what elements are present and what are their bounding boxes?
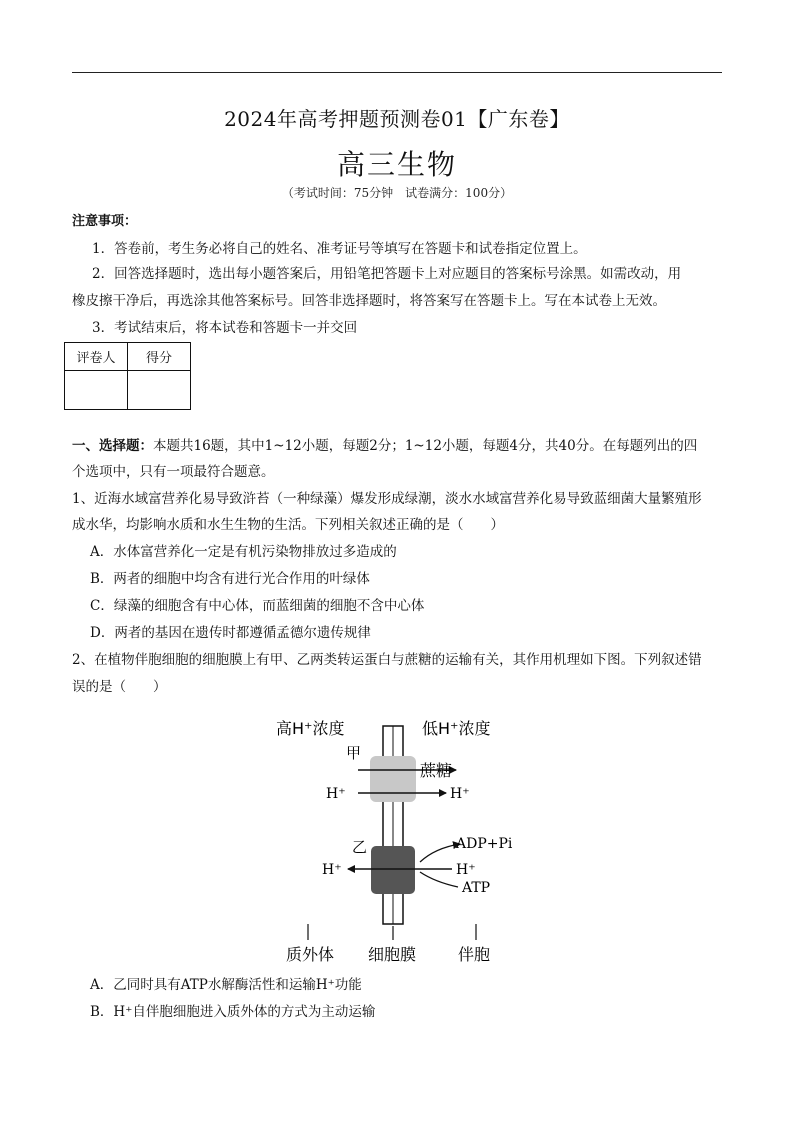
label-low-conc: 低H⁺浓度 (422, 719, 491, 738)
score-table (64, 342, 191, 410)
section1-desc: 本题共16题，其中1~12小题，每题2分；1~12小题，每题4分，共40分。在每题列出的四 (153, 438, 698, 454)
note-item-1: 1．答卷前，考生务必将自己的姓名、准考证号等填写在答题卡和试卷指定位置上。 (92, 241, 587, 257)
section1-label: 一、选择题： (72, 438, 153, 454)
label-h-right-top: H⁺ (450, 786, 470, 802)
section1-line2: 个选项中，只有一项最符合题意。 (72, 464, 275, 480)
label-membrane: 细胞膜 (368, 945, 417, 964)
label-h-right-bottom: H⁺ (456, 862, 476, 878)
q1-option-a: A．水体富营养化一定是有机污染物排放过多造成的 (90, 544, 397, 560)
label-apoplast: 质外体 (286, 945, 335, 964)
score-table-grader-header: 评卷人 (65, 343, 128, 371)
q1-stem-line1: 1、近海水域富营养化易导致浒苔（一种绿藻）爆发形成绿潮，淡水水域富营养化易导致蓝细菌大量繁殖形 (72, 491, 702, 507)
adp-arrow (420, 844, 460, 862)
label-adp: ADP+Pi (456, 836, 513, 852)
score-table-score-header: 得分 (128, 343, 191, 371)
atp-curve (420, 872, 458, 887)
label-h-left-top: H⁺ (326, 786, 346, 802)
q2-option-a: A．乙同时具有ATP水解酶活性和运输H⁺功能 (90, 977, 362, 993)
q1-option-d: D．两者的基因在遗传时都遵循孟德尔遗传规律 (90, 625, 371, 641)
q2-stem-line2: 误的是（ ） (72, 679, 167, 695)
label-sucrose: 蔗糖 (420, 761, 453, 780)
q1-option-c: C．绿藻的细胞含有中心体，而蓝细菌的细胞不含中心体 (90, 598, 425, 614)
exam-title: 2024年高考押题预测卷01【广东卷】 (224, 107, 570, 131)
label-jia: 甲 (346, 744, 362, 762)
label-high-conc: 高H⁺浓度 (276, 719, 345, 738)
label-h-left-bottom: H⁺ (322, 862, 342, 878)
protein-jia (370, 756, 416, 802)
note-item-3: 3．考试结束后，将本试卷和答题卡一并交回 (92, 320, 358, 336)
score-table-grader-cell (65, 371, 128, 410)
label-yi: 乙 (352, 838, 368, 856)
q1-stem-line2: 成水华，均影响水质和水生生物的生活。下列相关叙述正确的是（ ） (72, 517, 504, 533)
exam-info: （考试时间：75分钟 试卷满分：100分） (281, 186, 513, 200)
score-table-score-cell (128, 371, 191, 410)
header-rule (72, 72, 722, 73)
note-item-2-cont: 橡皮擦干净后，再选涂其他答案标号。回答非选择题时，将答案写在答题卡上。写在本试卷上无效。 (72, 293, 666, 309)
label-companion: 伴胞 (458, 945, 491, 964)
q1-option-b: B．两者的细胞中均含有进行光合作用的叶绿体 (90, 571, 370, 587)
q2-stem-line1: 2、在植物伴胞细胞的细胞膜上有甲、乙两类转运蛋白与蔗糖的运输有关，其作用机理如下图。下列叙述错 (72, 652, 702, 668)
note-item-2: 2．回答选择题时，选出每小题答案后，用铅笔把答题卡上对应题目的答案标号涂黑。如需改动，用 (92, 266, 682, 282)
protein-yi (371, 846, 415, 894)
transport-diagram (270, 712, 540, 968)
subject-title: 高三生物 (336, 148, 457, 181)
section1-line1 (72, 437, 697, 455)
notes-heading: 注意事项： (72, 214, 138, 229)
q2-option-b: B．H⁺自伴胞细胞进入质外体的方式为主动运输 (90, 1004, 376, 1020)
label-atp: ATP (462, 880, 491, 896)
